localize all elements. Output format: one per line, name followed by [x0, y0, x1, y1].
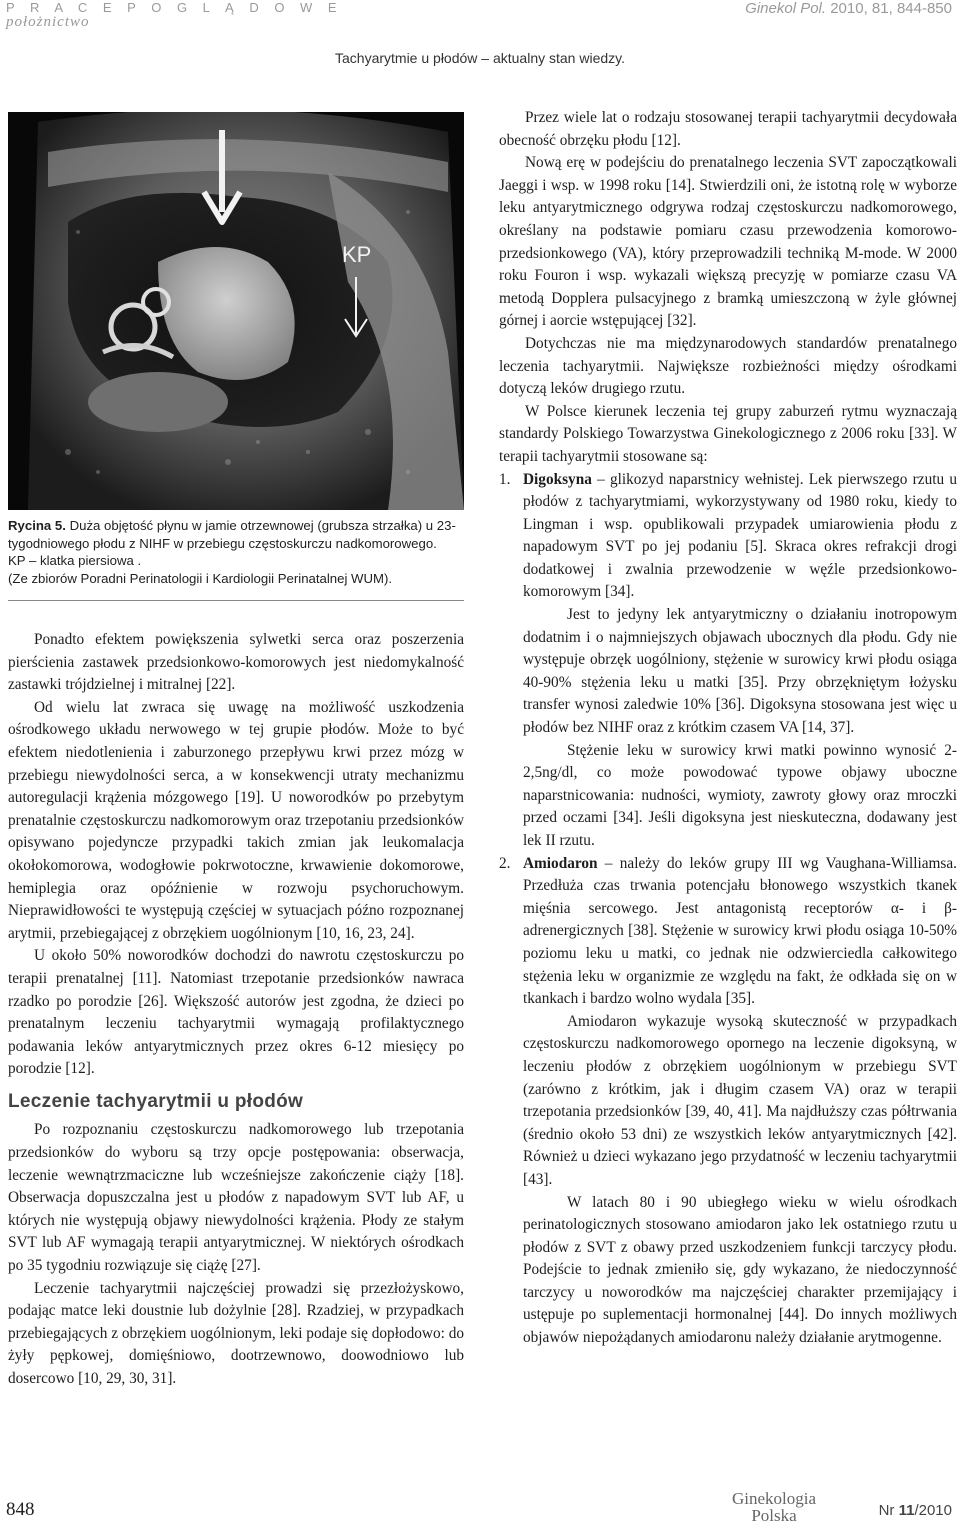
- list-item-digoksyna: [499, 469, 957, 853]
- caption-line-3: (Ze zbiorów Poradni Perinatologii i Kardiologii Perinatalnej WUM).: [8, 570, 393, 586]
- caption-divider: [8, 600, 464, 601]
- paragraph: U około 50% noworodków dochodzi do nawrotu częstoskurczu po terapii prenatalnej [11]. Natomiast trzepotanie przedsionków nawraca rzadko po porodzie [26]. Większość autorów jest zgodna, że dzieci po prenatalnym leczeniu tachyarytmii wymagają profilaktycznego podawania leków antyarytmicznych przez okres 6-12 miesięcy po porodzie [12].: [8, 947, 464, 1078]
- list-paragraph: Amiodaron wykazuje wysoką skuteczność w przypadkach częstoskurczu nadkomorowego opornego na leczenie digoksyną, w leczeniu płodów z obrzękiem uogólnionym w przebiegu SVT (zarówno z krótkim, jak i długim czasem VA) oraz w terapii trzepotania przedsionków [39, 40, 41]. Ma najdłuższy czas półtrwania (średnio około 53 dni) ze wszystkich leków antyarytmicznych [42]. Również u dzieci wykazano jego przydatność w leczeniu tachyarytmii [43].: [523, 1012, 957, 1188]
- page-number: 848: [6, 1499, 35, 1520]
- caption-text: Duża objętość płynu w jamie otrzewnowej (grubsza strzałka) u 23-tygodniowego płodu z NIHF w przebiegu częstoskurczu nadkomorowego.: [8, 518, 456, 551]
- list-paragraph: [523, 853, 957, 1011]
- journal-volume: 2010, 81, 844-850: [826, 0, 952, 17]
- list-number: 2.: [499, 854, 511, 872]
- section-label: P R A C E P O G L Ą D O W E: [6, 0, 343, 15]
- list-paragraph: Jest to jedyny lek antyarytmiczny o działaniu inotropowym dodatnim i o najmniejszych objawach ubocznych dla płodu. Gdy nie występuje obrzęk uogólniony, stężenie w surowicy krwi płodu osiąga 40-90% stężenia leku u matki [35]. Przy obrzękniętym łożysku transfer wynosi zaledwie 10% [36]. Digoksyna stosowana jest więc u płodów bez NIHF oraz z krótkim czasem VA [14, 37].: [523, 606, 957, 737]
- drug-term: Digoksyna: [523, 470, 592, 488]
- list-number: 1.: [499, 470, 511, 488]
- journal-citation: [745, 0, 952, 17]
- list-paragraph: [523, 469, 957, 605]
- list-paragraph: W latach 80 i 90 ubiegłego wieku w wielu ośrodkach perinatologicznych stosowano amiodaron jako lek ostatniego rzutu u płodów z SVT z obawy przed uszkodzeniem funkcji tarczycy płodu. Podejście to jednak zmieniło się, gdy wykazano, że niedoczynność tarczycy u noworodków ma najczęściej charakter przemijający i ustępuje po suplementacji hormonalnej [44]. Do innych możliwych objawów niepożądanych amiodaronu należy działanie arytmogenne.: [523, 1193, 957, 1347]
- journal-name: Ginekol Pol.: [745, 0, 827, 17]
- subsection-label: położnictwo: [6, 14, 90, 30]
- figure-caption: [8, 517, 464, 587]
- drug-description: – należy do leków grupy III wg Vaughana-Williamsa. Przedłuża czas trwania potencjału błonowego wszystkich tkanek mięśnia sercowego. Jest antagonistą receptorów α- i β-adrenergicznych [38]. Stężenie w surowicy krwi płodu osiąga 10-50% poziomu leku u matki, co jednak nie odzwierciedla całkowitego stężenia leku w organizmie ze względu na fakt, że odkłada się on w tkankach i bardzo wolno wydala [35].: [523, 854, 957, 1008]
- paragraph: Leczenie tachyarytmii najczęściej prowadzi się przezłożyskowo, podając matce leki doustnie lub dożylnie [28]. Rzadziej, w przypadkach przebiegających z obrzękiem uogólnionym, leki podaje się dopłodowo: do żyły pępkowej, domięśniowo, dootrzewnowo, doowodniowo lub dosercowo [10, 29, 30, 31].: [8, 1279, 464, 1387]
- list-item-amiodaron: [499, 853, 957, 1350]
- caption-label: Rycina 5.: [8, 518, 66, 533]
- issue-number: [879, 1502, 952, 1519]
- caption-line-1: [8, 517, 464, 552]
- logo-line-1: Ginekologia: [731, 1489, 817, 1508]
- paragraph: Po rozpoznaniu częstoskurczu nadkomorowego lub trzepotania przedsionków do wyboru są trzy opcje postępowania: obserwacja, leczenie wewnątrzmaciczne lub wcześniejsze zakończenie ciąży [18]. Obserwacja dopuszczalna jest u płodów z napadowym SVT lub AF, u których nie występują objawy niewydolności krążenia. Płody ze stałym SVT lub AF wymagają terapii antyarytmicznej. W niektórych ośrodkach po 35 tygodniu rozwiązuje się ciążę [27].: [8, 1121, 464, 1275]
- paragraph: Nową erę w podejściu do prenatalnego leczenia SVT zapoczątkowali Jaeggi i wsp. w 1998 roku [14]. Stwierdzili oni, że istotną rolę w wyborze leku antyarytmicznego odgrywa rodzaj częstoskurczu nadkomorowego, określany na podstawie pomiaru czasu przewodzenia komorowo-przedsionkowego (VA), który przeprowadzili techniką M-mode. W 2000 roku Fouron i wsp. wykazali większą precyzję w pomiarze czasu VA metodą Dopplera pulsacyjnego z bramką umieszczoną w żyle głównej górnej i aorcie wstępującej [32].: [499, 154, 957, 330]
- issue-year: /2010: [914, 1502, 952, 1519]
- journal-logo: [714, 1490, 834, 1524]
- right-column: [499, 107, 957, 1350]
- paragraph: Przez wiele lat o rodzaju stosowanej terapii tachyarytmii decydowała obecność obrzęku płodu [12].: [499, 109, 957, 149]
- section-heading: Leczenie tachyarytmii u płodów: [8, 1090, 304, 1112]
- paragraph: W Polsce kierunek leczenia tej grupy zaburzeń rytmu wyznaczają standardy Polskiego Towarzystwa Ginekologicznego z 2006 roku [33]. W terapii tachyarytmii stosowane są:: [499, 402, 957, 465]
- drug-term: Amiodaron: [523, 854, 598, 872]
- drug-description: – glikozyd naparstnicy wełnistej. Lek pierwszego rzutu u płodów z tachyarytmiami, wykorzystywany od 1980 roku, kiedy to Lingman i wsp. opublikowali przypadek umiarowienia płodu z napadowym SVT po jej podaniu [5]. Skraca okres refrakcji drogi dodatkowej i zwalnia przewodzenie w węźle przedsionkowo-komorowym [34].: [523, 470, 957, 601]
- issue-prefix: Nr: [878, 1502, 899, 1519]
- paragraph: Ponadto efektem powiększenia sylwetki serca oraz poszerzenia pierścienia zastawek przedsionkowo-komorowych jest niedomykalność zastawki trójdzielnej i mitralnej [22].: [8, 631, 464, 694]
- logo-line-2: Polska: [751, 1506, 797, 1525]
- running-title: Tachyarytmie u płodów – aktualny stan wiedzy.: [335, 50, 625, 66]
- paragraph: Dotychczas nie ma międzynarodowych standardów prenatalnego leczenia tachyarytmii. Największe rozbieżności między ośrodkami dotyczą leków drugiego rzutu.: [499, 334, 957, 398]
- paragraph: Od wielu lat zwraca się uwagę na możliwość uszkodzenia ośrodkowego układu nerwowego w tej grupie płodów. Może to być efektem niedotlenienia i zaburzonego przepływu krwi przez mózg w przebiegu niewydolności serca, a w konsekwencji utraty mechanizmu autoregulacji krążenia mózgowego [19]. U noworodków po przebytym prenatalnie częstoskurczu nadkomorowym oraz trzepotaniu przedsionków opisywano pojedyncze przypadki takich zmian jak leukomalacja okołokomorowa, wodogłowie pokrwotoczne, krwawienie dokomorowe, hemiplegia oraz opóźnienie w rozwoju psychoruchowym. Nieprawidłowości te występują częściej w sytuacjach późno rozpoznanej arytmii, przebiegającej z obrzękiem uogólnionym [10, 16, 23, 24].: [8, 698, 464, 942]
- kp-label: KP: [342, 242, 372, 267]
- caption-line-2: KP – klatka piersiowa .: [8, 553, 142, 568]
- list-paragraph: Stężenie leku w surowicy krwi matki powinno wynosić 2-2,5ng/dl, co może powodować typowe objawy uboczne naparstnicowania: nudności, wymioty, zawroty głowy oraz mroczki przed oczami [34]. Jeśli digoksyna jest nieskuteczna, dodawany jest lek II rzutu.: [523, 741, 957, 849]
- issue-value: 11: [898, 1502, 915, 1519]
- ultrasound-image: [8, 112, 464, 510]
- left-column: [8, 629, 464, 1391]
- ultrasound-figure: [8, 112, 464, 510]
